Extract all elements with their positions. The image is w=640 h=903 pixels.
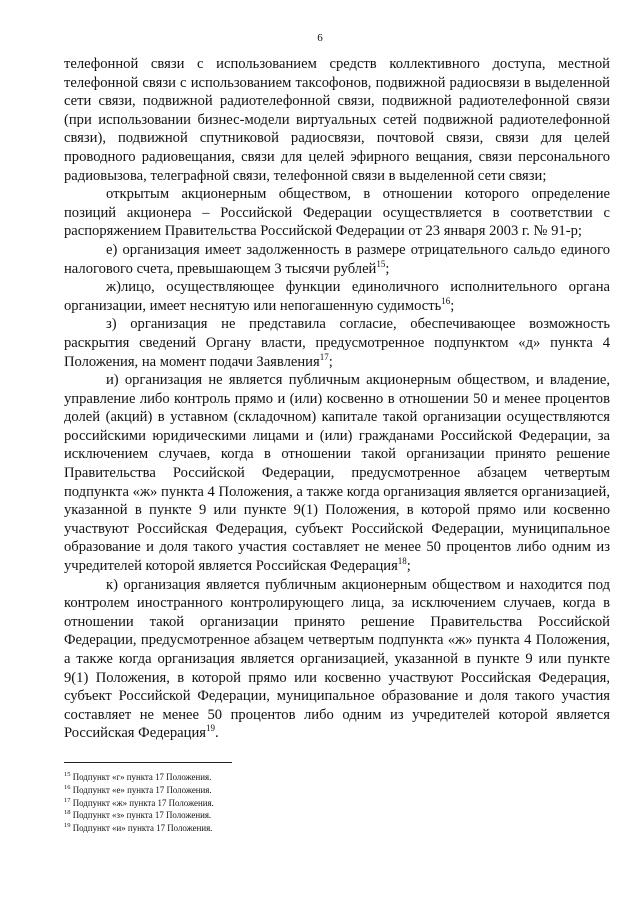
paragraph-text: открытым акционерным обществом, в отношении которого определение позиций акционера – Российской Федерации осуществляется в соответствии с распоряжением Правительства Российской Федерации от 23 января 2003 г. № 91-р; — [64, 186, 610, 240]
page-number: 6 — [317, 32, 323, 44]
footnote-ref: 18 — [397, 556, 407, 567]
footnote-number: 19 — [64, 822, 71, 830]
footnote-number: 16 — [64, 783, 71, 791]
footnote-ref: 19 — [206, 723, 215, 734]
footnote-number: 15 — [64, 771, 71, 779]
footnote-text: Подпункт «г» пункта 17 Положения. — [70, 772, 212, 782]
paragraph-item-i — [64, 371, 610, 576]
document-body — [64, 55, 610, 743]
footnote-ref: 17 — [319, 351, 329, 362]
paragraph-tail: ; — [406, 558, 411, 575]
footnote-text: Подпункт «е» пункта 17 Положения. — [70, 784, 212, 795]
footnote-text: Подпункт «ж» пункта 17 Положения. — [70, 797, 214, 808]
paragraph-text: е) организация имеет задолженность в размере отрицательного сальдо единого налогового счета, превышающем 3 тысячи рублей — [64, 241, 610, 277]
footnote-18 — [64, 809, 610, 822]
footnote-15 — [64, 771, 610, 784]
paragraph-joint-stock-company — [64, 185, 610, 241]
footnote-number: 17 — [64, 796, 71, 804]
paragraph-item-k — [64, 576, 610, 743]
footnote-ref: 16 — [441, 295, 451, 306]
paragraph-tail: . — [215, 725, 219, 742]
paragraph-text: и) организация не является публичным акционерным обществом, и владение, управление либо контроль прямо и (или) косвенно в отношении 50 и менее процентов долей (акций) в уставном (складочном) капитале такой организации осуществляются российскими юридическими лицами и (или) гражданами Российской Федерации, за исключением случаев, когда в отношении такой организации принято решение Правительства Российской Федерации, предусмотренное абзацем четвертым подпункта «ж» пункта 4 Положения, а также когда организация является организацией, указанной в пункте 9 или пункте 9(1) Положения, в которой прямо или косвенно участвуют Российская Федерация, субъект Российской Федерации, муниципальное образование и доля такого участия составляет не менее 50 процентов либо одним из учредителей которой является Российская Федерация — [64, 372, 610, 575]
footnote-ref: 15 — [376, 258, 386, 269]
paragraph-text: ж)лицо, осуществляющее функции единоличного исполнительного органа организации, имеет неснятую или непогашенную судимость — [64, 279, 610, 314]
paragraph-tail: ; — [450, 297, 455, 314]
footnotes — [64, 771, 610, 835]
paragraph-text: з) организация не представила согласие, обеспечивающее возможность раскрытия сведений Органу власти, предусмотренное подпунктом «д» пункта 4 Положения, на момент подачи Заявления — [64, 316, 610, 370]
paragraph-text: телефонной связи с использованием средств коллективного доступа, местной телефонной связи с использованием таксофонов, подвижной радиосвязи в выделенной сети связи, подвижной радиотелефонной связи, подвижной радиотелефонной связи (при использовании бизнес-модели виртуальных сетей подвижной радиотелефонной связи), подвижной спутниковой радиосвязи, почтовой связи, связи для целей проводного радиовещания, связи для целей эфирного вещания, связи персонального радиовызова, телеграфной связи, телефонной связи в выделенной сети связи; — [64, 56, 610, 184]
paragraph-item-e — [64, 241, 610, 278]
footnote-17 — [64, 797, 610, 810]
paragraph-item-z — [64, 315, 610, 371]
paragraph-tail: ; — [328, 353, 333, 370]
paragraph-communications-list — [64, 55, 610, 185]
paragraph-tail: ; — [385, 260, 390, 277]
footnote-19 — [64, 822, 610, 835]
paragraph-text: к) организация является публичным акционерным обществом и находится под контролем иностранного контролирующего лица, за исключением случаев, когда в отношении такой организации принято решение Правительства Российской Федерации, предусмотренное абзацем четвертым подпункта «ж» пункта 4 Положения, а также когда организация является организацией, указанной в пункте 9 или пункте 9(1) Положения, в которой прямо или косвенно участвуют Российская Федерация, субъект Российской Федерации, муниципальное образование и доля такого участия составляет не менее 50 процентов либо одним из учредителей которой является Российская Федерация — [64, 576, 610, 742]
paragraph-item-zh — [64, 278, 610, 315]
footnote-separator — [64, 762, 232, 763]
footnote-text: Подпункт «и» пункта 17 Положения. — [70, 823, 213, 834]
footnote-16 — [64, 784, 610, 797]
footnote-number: 18 — [64, 809, 71, 817]
footnote-text: Подпункт «з» пункта 17 Положения. — [70, 810, 212, 821]
